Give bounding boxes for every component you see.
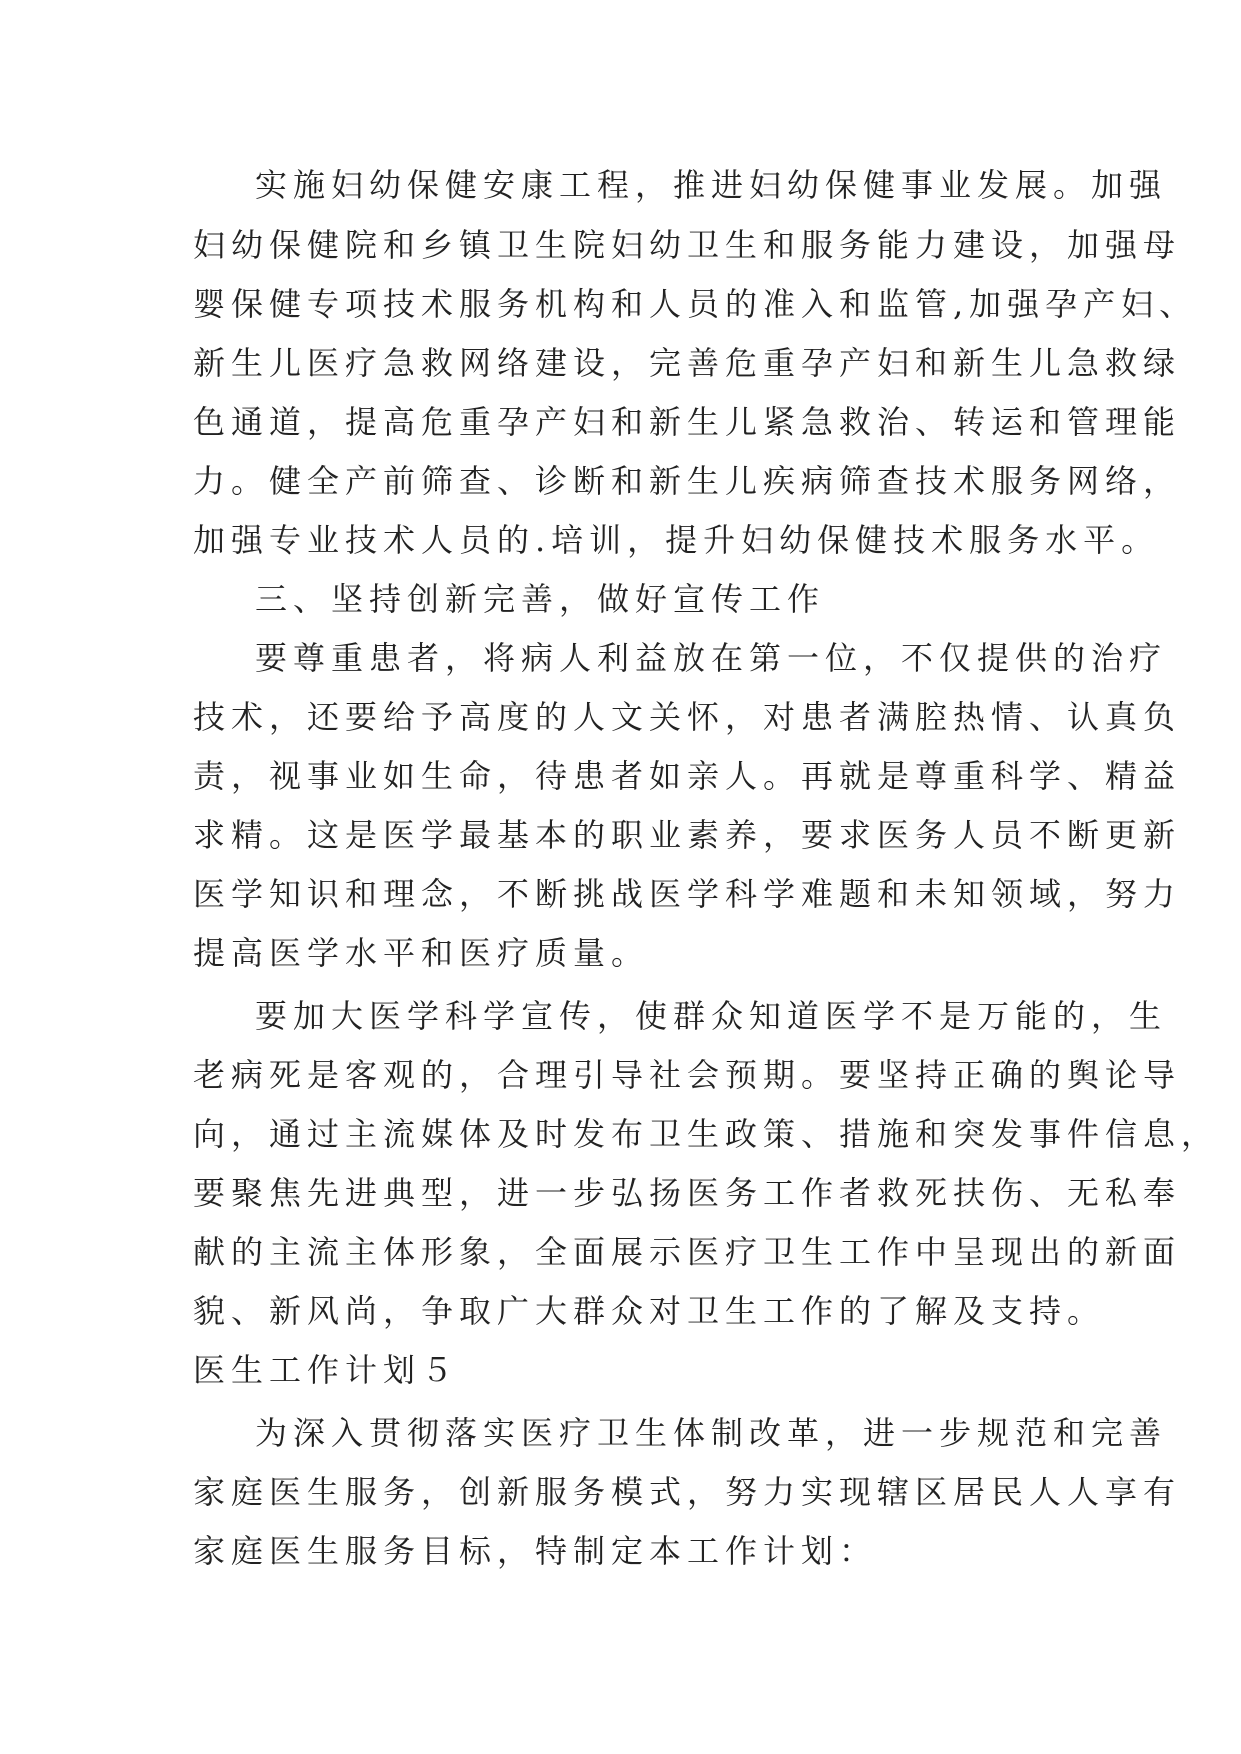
paragraph-line: 要尊重患者，将病人利益放在第一位，不仅提供的治疗	[255, 639, 1168, 677]
paragraph-line: 求精。这是医学最基本的职业素养，要求医务人员不断更新	[193, 816, 1182, 854]
paragraph-line: 家庭医生服务，创新服务模式，努力实现辖区居民人人享有	[193, 1473, 1182, 1511]
paragraph-line: 妇幼保健院和乡镇卫生院妇幼卫生和服务能力建设，加强母	[193, 226, 1182, 264]
paragraph-line: 色通道，提高危重孕产妇和新生儿紧急救治、转运和管理能	[193, 403, 1182, 441]
paragraph-line: 提高医学水平和医疗质量。	[193, 934, 650, 972]
paragraph-line: 献的主流主体形象，全面展示医疗卫生工作中呈现出的新面	[193, 1233, 1182, 1271]
paragraph-line: 老病死是客观的，合理引导社会预期。要坚持正确的舆论导	[193, 1056, 1182, 1094]
paragraph-line: 要加大医学科学宣传，使群众知道医学不是万能的，生	[255, 997, 1168, 1035]
paragraph-line: 实施妇幼保健安康工程，推进妇幼保健事业发展。加强	[255, 166, 1168, 204]
paragraph-line: 婴保健专项技术服务机构和人员的准入和监管,加强孕产妇、	[193, 285, 1198, 323]
paragraph-line: 力。健全产前筛查、诊断和新生儿疾病筛查技术服务网络，	[193, 462, 1182, 500]
paragraph-line: 为深入贯彻落实医疗卫生体制改革，进一步规范和完善	[255, 1414, 1168, 1452]
section-heading: 三、坚持创新完善，做好宣传工作	[255, 580, 826, 618]
paragraph-line: 技术，还要给予高度的人文关怀，对患者满腔热情、认真负	[193, 698, 1182, 736]
paragraph-line: 貌、新风尚，争取广大群众对卫生工作的了解及支持。	[193, 1292, 1106, 1330]
paragraph-line: 责，视事业如生命，待患者如亲人。再就是尊重科学、精益	[193, 757, 1182, 795]
paragraph-line: 要聚焦先进典型，进一步弘扬医务工作者救死扶伤、无私奉	[193, 1174, 1182, 1212]
paragraph-line: 向，通过主流媒体及时发布卫生政策、措施和突发事件信息，	[193, 1115, 1220, 1153]
paragraph-line: 加强专业技术人员的.培训，提升妇幼保健技术服务水平。	[193, 521, 1160, 559]
section-title: 医生工作计划５	[193, 1351, 460, 1389]
paragraph-line: 医学知识和理念，不断挑战医学科学难题和未知领域，努力	[193, 875, 1182, 913]
paragraph-line: 新生儿医疗急救网络建设，完善危重孕产妇和新生儿急救绿	[193, 344, 1182, 382]
paragraph-line: 家庭医生服务目标，特制定本工作计划：	[193, 1532, 878, 1570]
